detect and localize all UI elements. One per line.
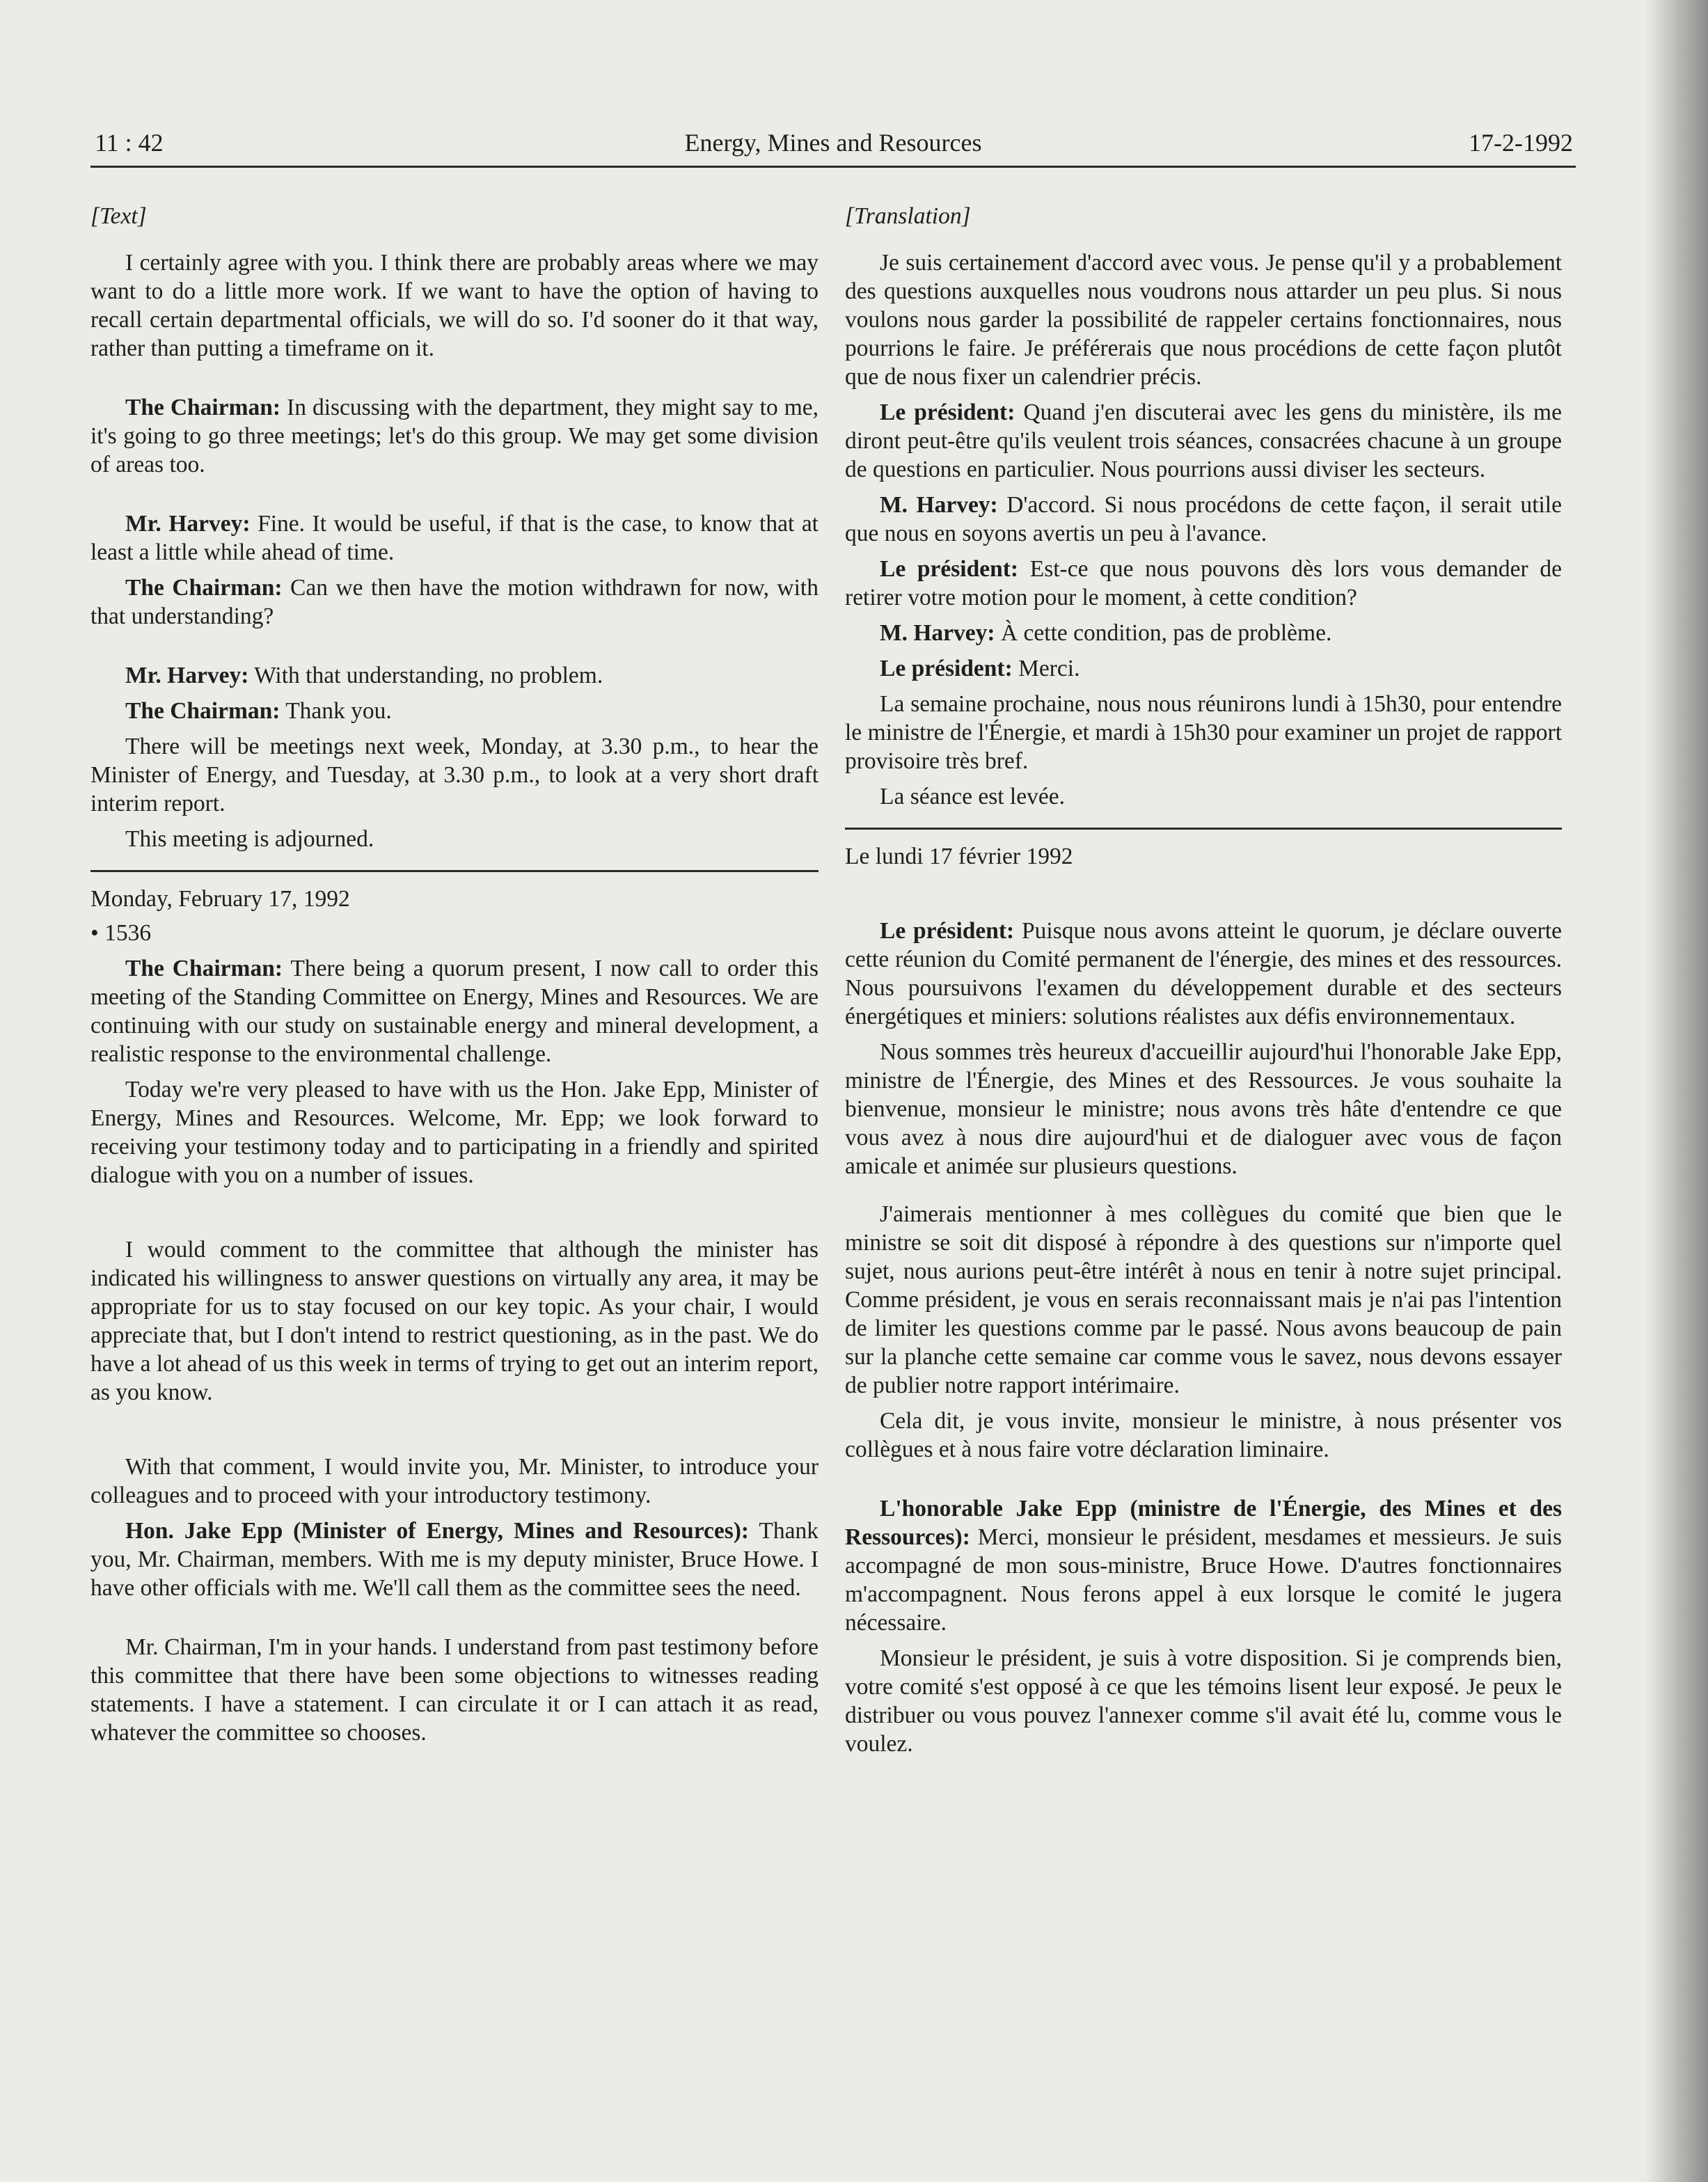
paragraph: M. Harvey: D'accord. Si nous procédons de cette façon, il serait utile que nous en soyons avertis un peu à l'avance. <box>845 492 1562 546</box>
speaker: M. Harvey: <box>880 492 998 518</box>
english-column <box>90 202 819 2095</box>
paragraph: Le président: Quand j'en discuterai avec les gens du ministère, ils me diront peut-être qu'ils veulent trois séances, consacrées chacune à un groupe de questions en particulier. Nous pourrions aussi diviser les secteurs. <box>845 400 1562 482</box>
timestamp: • 1536 <box>90 920 152 946</box>
speaker: L'honorable Jake Epp (ministre de l'Énergie, des Mines et des Ressources): <box>845 1496 1562 1550</box>
section-divider <box>845 828 1562 830</box>
paragraph: Mr. Chairman, I'm in your hands. I understand from past testimony before this committee that there have been some objections to witnesses reading statements. I have a statement. I can circulate it or I can attach it as read, whatever the committee so chooses. <box>90 1634 819 1746</box>
speaker: The Chairman: <box>125 698 280 724</box>
speaker: Hon. Jake Epp (Minister of Energy, Mines and Resources): <box>125 1518 750 1544</box>
speaker: Mr. Harvey: <box>125 663 249 688</box>
paragraph: La semaine prochaine, nous nous réunirons lundi à 15h30, pour entendre le ministre de l'Énergie, et mardi à 15h30 pour examiner un projet de rapport provisoire très bref. <box>845 691 1562 774</box>
french-column <box>845 202 1562 2095</box>
speaker: Mr. Harvey: <box>125 511 251 537</box>
paragraph: Monsieur le président, je suis à votre disposition. Si je comprends bien, votre comité s'est opposé à ce que les témoins lisent leur exposé. Je peux le distribuer ou vous pouvez l'annexer comme s'il avait été lu, comme vous le voulez. <box>845 1645 1562 1757</box>
running-title: Energy, Mines and Resources <box>684 129 982 157</box>
speaker: Le président: <box>880 400 1015 425</box>
paragraph: I certainly agree with you. I think there are probably areas where we may want to do a little more work. If we want to have the option of having to recall certain departmental officials, we will do so. I'd sooner do it that way, rather than putting a timeframe on it. <box>90 250 819 361</box>
paragraph: The Chairman: Thank you. <box>125 698 392 724</box>
paragraph: J'aimerais mentionner à mes collègues du comité que bien que le ministre se soit dit disposé à répondre à des questions sur n'importe quel sujet, nous aurions peut-être intérêt à nous en tenir à notre sujet principal. Comme président, je vous en serais reconnaissant mais je n'ai pas l'intention de limiter les questions comme par le passé. Nous avons beaucoup de pain sur la planche cette semaine car comme vous le savez, nous devons essayer de publier notre rapport intérimaire. <box>845 1201 1562 1398</box>
paragraph: Mr. Harvey: Fine. It would be useful, if that is the case, to know that at least a little while ahead of time. <box>90 511 819 565</box>
page-header <box>90 124 1576 168</box>
paragraph: Le président: Puisque nous avons atteint le quorum, je déclare ouverte cette réunion du Comité permanent de l'énergie, des mines et des ressources. Nous poursuivons l'examen du développement durable et des secteurs énergétiques et miniers: solutions réalistes aux défis environnementaux. <box>845 918 1562 1029</box>
paragraph: There will be meetings next week, Monday, at 3.30 p.m., to hear the Minister of Energy, and Tuesday, at 3.30 p.m., to look at a very short draft interim report. <box>90 734 819 816</box>
section-divider <box>90 870 819 872</box>
speaker: The Chairman: <box>125 575 283 601</box>
paragraph: La séance est levée. <box>880 784 1065 809</box>
paragraph: The Chairman: Can we then have the motion withdrawn for now, with that understanding? <box>90 575 819 629</box>
text-label: [Text] <box>90 203 147 229</box>
paragraph: Nous sommes très heureux d'accueillir aujourd'hui l'honorable Jake Epp, ministre de l'Énergie, des Mines et des Ressources. Je vous souhaite la bienvenue, monsieur le ministre; nous avons très hâte d'entendre ce que vous avez à nous dire aujourd'hui et de dialoguer avec vous de façon amicale et animée sur plusieurs questions. <box>845 1039 1562 1179</box>
paragraph: M. Harvey: À cette condition, pas de problème. <box>880 620 1332 646</box>
paragraph: Le président: Est-ce que nous pouvons dès lors vous demander de retirer votre motion pour le moment, à cette condition? <box>845 556 1562 610</box>
paragraph: Cela dit, je vous invite, monsieur le ministre, à nous présenter vos collègues et à nous faire votre déclaration liminaire. <box>845 1408 1562 1462</box>
page-binding-shadow <box>1645 0 1708 2182</box>
page-number: 11 : 42 <box>95 129 164 157</box>
sitting-date: Monday, February 17, 1992 <box>90 886 350 912</box>
paragraph: Le président: Merci. <box>880 656 1080 681</box>
speaker: M. Harvey: <box>880 620 995 646</box>
paragraph: L'honorable Jake Epp (ministre de l'Énergie, des Mines et des Ressources): Merci, monsieur le président, mesdames et messieurs. Je suis accompagné de mon sous-ministre, Bruce Howe. D'autres fonctionnaires m'accompagnent. Nous ferons appel à eux lorsque le comité le jugera nécessaire. <box>845 1496 1562 1636</box>
speaker: Le président: <box>880 556 1019 582</box>
paragraph: Today we're very pleased to have with us the Hon. Jake Epp, Minister of Energy, Mines and Resources. Welcome, Mr. Epp; we look forward to receiving your testimony today and to participating in a friendly and spirited dialogue with you on a number of issues. <box>90 1077 819 1188</box>
paragraph: Je suis certainement d'accord avec vous. Je pense qu'il y a probablement des questions auxquelles nous voudrons nous attarder un peu plus. Si nous voulons nous garder la possibilité de rappeler certains fonctionnaires, nous pourrions le faire. Je préférerais que nous procédions de cette façon plutôt que de nous fixer un calendrier précis. <box>845 250 1562 390</box>
paragraph: Hon. Jake Epp (Minister of Energy, Mines and Resources): Thank you, Mr. Chairman, members. With me is my deputy minister, Bruce Howe. I have other officials with me. We'll call them as the committee sees the need. <box>90 1518 819 1601</box>
speaker: The Chairman: <box>125 395 281 420</box>
paragraph: Mr. Harvey: With that understanding, no problem. <box>125 663 603 688</box>
paragraph: The Chairman: There being a quorum present, I now call to order this meeting of the Standing Committee on Energy, Mines and Resources. We are continuing with our study on sustainable energy and mineral development, a realistic response to the environmental challenge. <box>90 956 819 1067</box>
speaker: The Chairman: <box>125 956 283 981</box>
sitting-date: Le lundi 17 février 1992 <box>845 844 1073 869</box>
speaker: Le président: <box>880 656 1013 681</box>
paragraph: This meeting is adjourned. <box>125 826 374 852</box>
speaker: Le président: <box>880 918 1015 944</box>
paragraph: I would comment to the committee that although the minister has indicated his willingness to answer questions on virtually any area, it may be appropriate for us to stay focused on our key topic. As your chair, I would appreciate that, but I don't intend to restrict questioning, as in the past. We do have a lot ahead of us this week in terms of trying to get out an interim report, as you know. <box>90 1237 819 1405</box>
paragraph: The Chairman: In discussing with the department, they might say to me, it's going to go three meetings; let's do this group. We may get some division of areas too. <box>90 395 819 477</box>
header-date: 17-2-1992 <box>1469 129 1573 157</box>
translation-label: [Translation] <box>845 203 971 229</box>
paragraph: With that comment, I would invite you, Mr. Minister, to introduce your colleagues and to proceed with your introductory testimony. <box>90 1454 819 1508</box>
